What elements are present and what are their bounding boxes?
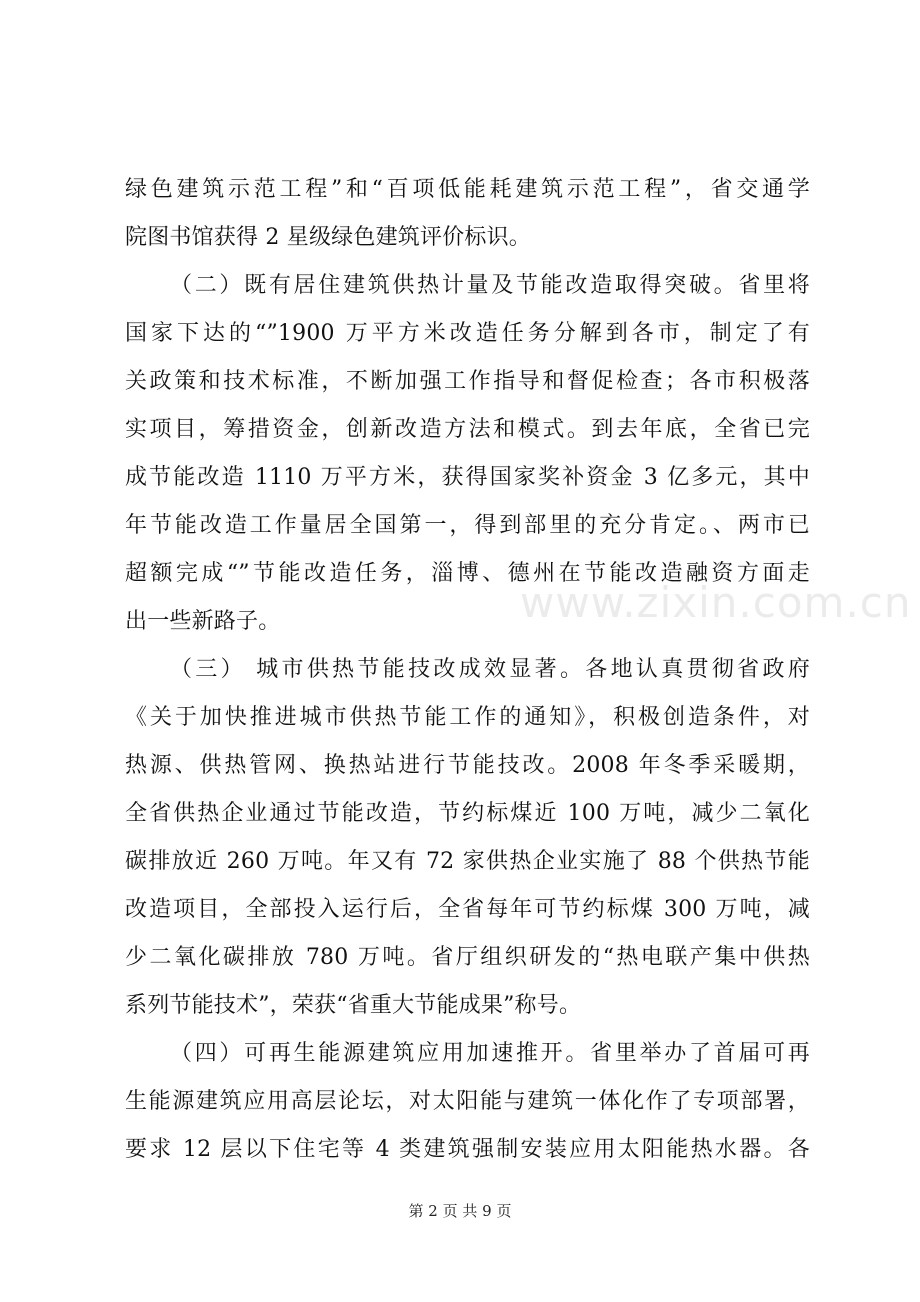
text-line: 系列节能技术”，荣获“省重大节能成果”称号。 <box>125 993 582 1018</box>
text-line: 院图书馆获得 2 星级绿色建筑评价标识。 <box>125 225 531 250</box>
text-line: 改造项目，全部投入运行后，全省每年可节约标煤 300 万吨，减 <box>125 897 810 922</box>
text-line: 关政策和技术标准，不断加强工作指导和督促检查；各市积极落 <box>125 369 810 394</box>
paragraph-first-line: （三） 城市供热节能技改成效显著。各地认真贯彻省政府 <box>170 657 810 682</box>
text-line: 年节能改造工作量居全国第一，得到部里的充分肯定。、两市已 <box>125 513 810 538</box>
text-line: 《关于加快推进城市供热节能工作的通知》，积极创造条件，对 <box>125 705 810 730</box>
text-line: 成节能改造 1110 万平方米，获得国家奖补资金 3 亿多元，其中 <box>125 465 810 490</box>
text-line: 少二氧化碳排放 780 万吨。省厅组织研发的“热电联产集中供热 <box>125 945 810 970</box>
text-line: 热源、供热管网、换热站进行节能技改。2008 年冬季采暖期， <box>125 753 810 778</box>
text-line: 全省供热企业通过节能改造，节约标煤近 100 万吨，减少二氧化 <box>125 801 810 826</box>
page-footer: 第 2 页 共 9 页 <box>408 1202 512 1220</box>
document-body <box>125 166 810 1174</box>
text-line: 超额完成“”节能改造任务，淄博、德州在节能改造融资方面走 <box>125 561 810 586</box>
paragraph-first-line: （二）既有居住建筑供热计量及节能改造取得突破。省里将 <box>170 273 810 298</box>
text-line: 碳排放近 260 万吨。年又有 72 家供热企业实施了 88 个供热节能 <box>125 849 810 874</box>
watermark: www.zixin.com.cn <box>520 578 912 627</box>
text-line: 出一些新路子。 <box>125 609 281 634</box>
text-line: 生能源建筑应用高层论坛，对太阳能与建筑一体化作了专项部署， <box>125 1089 810 1114</box>
text-line: 绿色建筑示范工程”和“百项低能耗建筑示范工程”，省交通学 <box>125 177 810 202</box>
text-line: 要求 12 层以下住宅等 4 类建筑强制安装应用太阳能热水器。各 <box>125 1137 810 1162</box>
paragraph-first-line: （四）可再生能源建筑应用加速推开。省里举办了首届可再 <box>170 1041 810 1066</box>
text-line: 国家下达的“”1900 万平方米改造任务分解到各市，制定了有 <box>125 321 810 346</box>
text-line: 实项目，筹措资金，创新改造方法和模式。到去年底，全省已完 <box>125 417 810 442</box>
